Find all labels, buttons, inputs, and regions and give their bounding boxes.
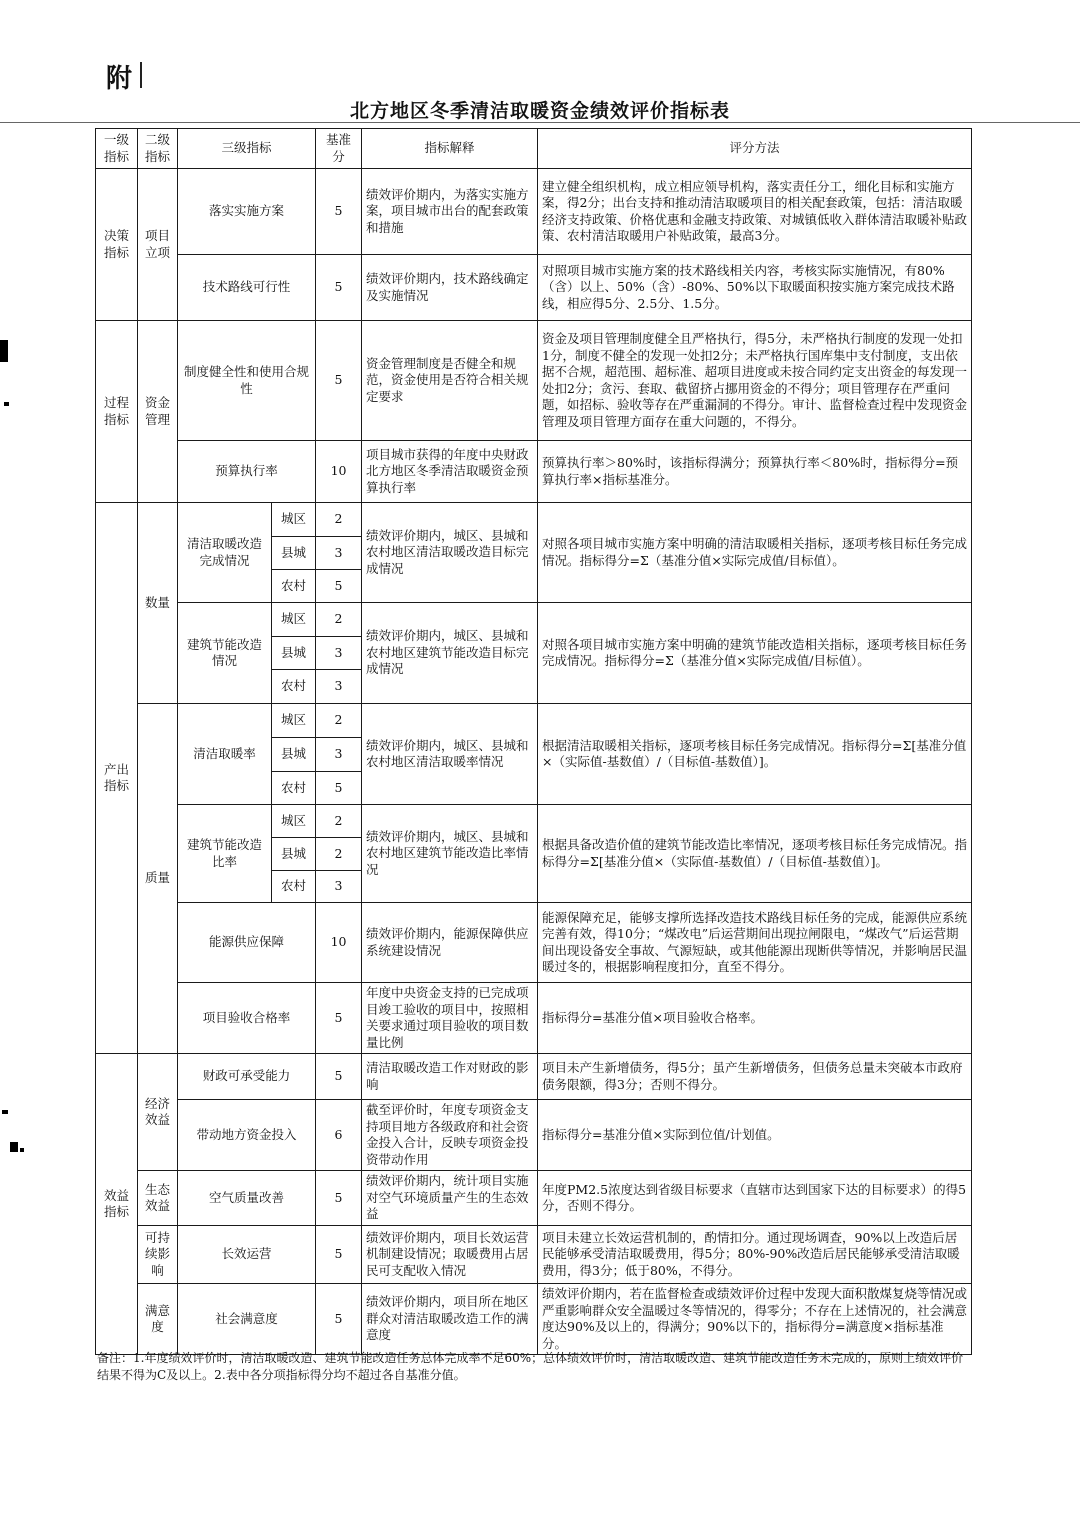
scoring-method: 对照各项目城市实施方案中明确的清洁取暖相关指标，逐项考核目标任务完成情况。指标得分=Σ（基准分值×实际完成值/目标值）。 xyxy=(538,503,972,603)
base-score: 5 xyxy=(316,1054,362,1100)
base-score: 5 xyxy=(316,772,362,805)
header-score: 基准分 xyxy=(316,129,362,169)
scoring-method: 指标得分=基准分值×实际到位值/计划值。 xyxy=(538,1100,972,1171)
area-rural: 农村 xyxy=(272,772,316,805)
base-score: 5 xyxy=(316,255,362,321)
indicator-name: 建筑节能改造比率 xyxy=(178,805,272,903)
indicator-explain: 绩效评价期内，城区、县城和农村地区建筑节能改造目标完成情况 xyxy=(362,603,538,704)
indicator-explain: 年度中央资金支持的已完成项目竣工验收的项目中，按照相关要求通过项目验收的项目数量比例 xyxy=(362,983,538,1054)
table-row xyxy=(96,805,972,838)
level1-output: 产出指标 xyxy=(96,503,138,1054)
scoring-method: 年度PM2.5浓度达到省级目标要求（直辖市达到国家下达的目标要求）的得5分，否则不得分。 xyxy=(538,1171,972,1226)
base-score: 2 xyxy=(316,503,362,537)
scan-mark xyxy=(0,340,8,362)
base-score: 3 xyxy=(316,738,362,772)
header-level2: 二级指标 xyxy=(138,129,178,169)
indicator-name: 制度健全性和使用合规性 xyxy=(178,321,316,441)
scan-mark xyxy=(2,1110,8,1114)
base-score: 5 xyxy=(316,321,362,441)
indicator-name: 财政可承受能力 xyxy=(178,1054,316,1100)
level2-economic: 经济效益 xyxy=(138,1054,178,1171)
indicator-explain: 绩效评价期内，能源保障供应系统建设情况 xyxy=(362,903,538,983)
indicator-explain: 绩效评价期内，项目所在地区群众对清洁取暖改造工作的满意度 xyxy=(362,1284,538,1355)
scoring-method: 项目未建立长效运营机制的，酌情扣分。通过现场调查，90%以上改造后居民能够承受清洁取暖费用，得5分；80%-90%改造后居民能够承受清洁取暖费用，得3分；低于80%，不得分。 xyxy=(538,1226,972,1284)
indicator-explain: 截至评价时，年度专项资金支持项目地方各级政府和社会资金投入合计，反映专项资金投资带动作用 xyxy=(362,1100,538,1171)
indicator-name: 社会满意度 xyxy=(178,1284,316,1355)
indicator-explain: 绩效评价期内，城区、县城和农村地区建筑节能改造比率情况 xyxy=(362,805,538,903)
header-level3: 三级指标 xyxy=(178,129,316,169)
table-row xyxy=(96,704,972,738)
indicator-explain: 绩效评价期内，技术路线确定及实施情况 xyxy=(362,255,538,321)
indicator-explain: 绩效评价期内，为落实实施方案，项目城市出台的配套政策和措施 xyxy=(362,169,538,255)
area-urban: 城区 xyxy=(272,503,316,537)
level2-quality: 质量 xyxy=(138,704,178,1054)
table-row xyxy=(96,503,972,537)
indicator-name: 空气质量改善 xyxy=(178,1171,316,1226)
scoring-method: 根据清洁取暖相关指标，逐项考核目标任务完成情况。指标得分=Σ[基准分值×（实际值-基数值）/（目标值-基数值）]。 xyxy=(538,704,972,805)
level2-ecological: 生态效益 xyxy=(138,1171,178,1226)
area-county: 县城 xyxy=(272,738,316,772)
scan-mark xyxy=(20,1148,24,1152)
indicator-name: 项目验收合格率 xyxy=(178,983,316,1054)
scoring-method: 指标得分=基准分值×项目验收合格率。 xyxy=(538,983,972,1054)
table-row xyxy=(96,983,972,1054)
base-score: 2 xyxy=(316,603,362,637)
table-row xyxy=(96,441,972,503)
indicator-explain: 清洁取暖改造工作对财政的影响 xyxy=(362,1054,538,1100)
base-score: 5 xyxy=(316,1284,362,1355)
table-row xyxy=(96,1054,972,1100)
scoring-method: 项目未产生新增债务，得5分；虽产生新增债务，但债务总量未突破本市政府债务限额，得3分；否则不得分。 xyxy=(538,1054,972,1100)
footnote: 备注：1.年度绩效评价时，清洁取暖改造、建筑节能改造任务总体完成率不足60%；总体绩效评价时，清洁取暖改造、建筑节能改造任务未完成的，原则上绩效评价结果不得为C及以上。2.表中各分项指标得分均不超过各自基准分值。 xyxy=(97,1351,964,1383)
base-score: 5 xyxy=(316,169,362,255)
area-county: 县城 xyxy=(272,838,316,871)
area-rural: 农村 xyxy=(272,871,316,903)
header-explain: 指标解释 xyxy=(362,129,538,169)
base-score: 2 xyxy=(316,805,362,838)
level2-funds: 资金管理 xyxy=(138,321,178,503)
base-score: 3 xyxy=(316,637,362,670)
level2-satisfaction: 满意度 xyxy=(138,1284,178,1355)
level2-project: 项目立项 xyxy=(138,169,178,321)
base-score: 2 xyxy=(316,838,362,871)
indicator-name: 清洁取暖率 xyxy=(178,704,272,805)
scoring-method: 能源保障充足，能够支撑所选择改造技术路线目标任务的完成，能源供应系统完善有效，得10分；“煤改电”后运营期间出现拉闸限电，“煤改气”后运营期间出现设备安全事故、气源短缺，或其他能源出现断供等情况，并影响居民温暖过冬的，根据影响程度扣分，直至不得分。 xyxy=(538,903,972,983)
indicator-explain: 资金管理制度是否健全和规范，资金使用是否符合相关规定要求 xyxy=(362,321,538,441)
text-cursor-mark xyxy=(140,62,142,88)
indicator-explain: 项目城市获得的年度中央财政北方地区冬季清洁取暖资金预算执行率 xyxy=(362,441,538,503)
scan-mark xyxy=(10,1142,18,1152)
header-method: 评分方法 xyxy=(538,129,972,169)
indicator-name: 能源供应保障 xyxy=(178,903,316,983)
attachment-label: 附 xyxy=(106,64,135,94)
scoring-method: 对照各项目城市实施方案中明确的建筑节能改造相关指标，逐项考核目标任务完成情况。指标得分=Σ（基准分值×实际完成值/目标值）。 xyxy=(538,603,972,704)
table-row xyxy=(96,1226,972,1284)
base-score: 6 xyxy=(316,1100,362,1171)
table-row xyxy=(96,1171,972,1226)
indicator-name: 预算执行率 xyxy=(178,441,316,503)
indicator-name: 技术路线可行性 xyxy=(178,255,316,321)
scan-mark xyxy=(4,402,9,406)
area-urban: 城区 xyxy=(272,704,316,738)
header-level1: 一级指标 xyxy=(96,129,138,169)
scoring-method: 资金及项目管理制度健全且严格执行，得5分，未严格执行制度的发现一处扣1分，制度不健全的发现一处扣2分；未严格执行国库集中支付制度，支出依据不合规，超范围、超标准、超项目进度或未按合同约定支出资金的每发现一处扣2分；贪污、套取、截留挤占挪用资金的不得分；项目管理存在严重问题，如招标、验收等存在严重漏洞的不得分。审计、监督检查过程中发现资金管理及项目管理方面存在重大问题的，不得分。 xyxy=(538,321,972,441)
indicator-name: 长效运营 xyxy=(178,1226,316,1284)
indicator-explain: 绩效评价期内，城区、县城和农村地区清洁取暖改造目标完成情况 xyxy=(362,503,538,603)
scoring-method: 绩效评价期内，若在监督检查或绩效评价过程中发现大面积散煤复烧等情况或严重影响群众安全温暖过冬等情况的，得零分；不存在上述情况的，社会满意度达90%及以上的，得满分；90%以下的，指标得分=满意度×指标基准分。 xyxy=(538,1284,972,1355)
table-row xyxy=(96,1284,972,1355)
level1-process: 过程指标 xyxy=(96,321,138,503)
scoring-method: 预算执行率＞80%时，该指标得满分；预算执行率＜80%时，指标得分=预算执行率×指标基准分。 xyxy=(538,441,972,503)
indicator-name: 带动地方资金投入 xyxy=(178,1100,316,1171)
base-score: 3 xyxy=(316,537,362,570)
indicator-name: 清洁取暖改造完成情况 xyxy=(178,503,272,603)
indicator-explain: 绩效评价期内，项目长效运营机制建设情况；取暖费用占居民可支配收入情况 xyxy=(362,1226,538,1284)
table-row xyxy=(96,255,972,321)
base-score: 3 xyxy=(316,670,362,704)
base-score: 10 xyxy=(316,441,362,503)
document-title: 北方地区冬季清洁取暖资金绩效评价指标表 xyxy=(349,100,730,122)
level1-decision: 决策指标 xyxy=(96,169,138,321)
area-urban: 城区 xyxy=(272,603,316,637)
base-score: 5 xyxy=(316,570,362,603)
table-header-row xyxy=(96,129,972,169)
table-row xyxy=(96,903,972,983)
level1-benefit: 效益指标 xyxy=(96,1054,138,1355)
base-score: 5 xyxy=(316,983,362,1054)
base-score: 2 xyxy=(316,704,362,738)
indicator-explain: 绩效评价期内，统计项目实施对空气环境质量产生的生态效益 xyxy=(362,1171,538,1226)
level2-quantity: 数量 xyxy=(138,503,178,704)
area-county: 县城 xyxy=(272,537,316,570)
table-row xyxy=(96,321,972,441)
area-rural: 农村 xyxy=(272,670,316,704)
indicator-name: 落实实施方案 xyxy=(178,169,316,255)
top-rule xyxy=(0,122,1080,123)
base-score: 5 xyxy=(316,1171,362,1226)
area-county: 县城 xyxy=(272,637,316,670)
indicator-explain: 绩效评价期内，城区、县城和农村地区清洁取暖率情况 xyxy=(362,704,538,805)
scoring-method: 对照项目城市实施方案的技术路线相关内容，考核实际实施情况，有80%（含）以上、50%（含）-80%、50%以下取暖面积按实施方案完成技术路线，相应得5分、2.5分、1.5分。 xyxy=(538,255,972,321)
table-row xyxy=(96,169,972,255)
scoring-method: 建立健全组织机构，成立相应领导机构，落实责任分工，细化目标和实施方案，得2分；出台支持和推动清洁取暖项目的相关配套政策，包括：清洁取暖经济支持政策、价格优惠和金融支持政策、对城镇低收入群体清洁取暖补贴政策、农村清洁取暖用户补贴政策，最高3分。 xyxy=(538,169,972,255)
area-rural: 农村 xyxy=(272,570,316,603)
base-score: 5 xyxy=(316,1226,362,1284)
area-urban: 城区 xyxy=(272,805,316,838)
base-score: 3 xyxy=(316,871,362,903)
table-row xyxy=(96,1100,972,1171)
base-score: 10 xyxy=(316,903,362,983)
level2-sustainable: 可持续影响 xyxy=(138,1226,178,1284)
table-row xyxy=(96,603,972,637)
scoring-method: 根据具备改造价值的建筑节能改造比率情况，逐项考核目标任务完成情况。指标得分=Σ[基准分值×（实际值-基数值）/（目标值-基数值）]。 xyxy=(538,805,972,903)
indicator-table xyxy=(95,128,972,1355)
indicator-name: 建筑节能改造情况 xyxy=(178,603,272,704)
